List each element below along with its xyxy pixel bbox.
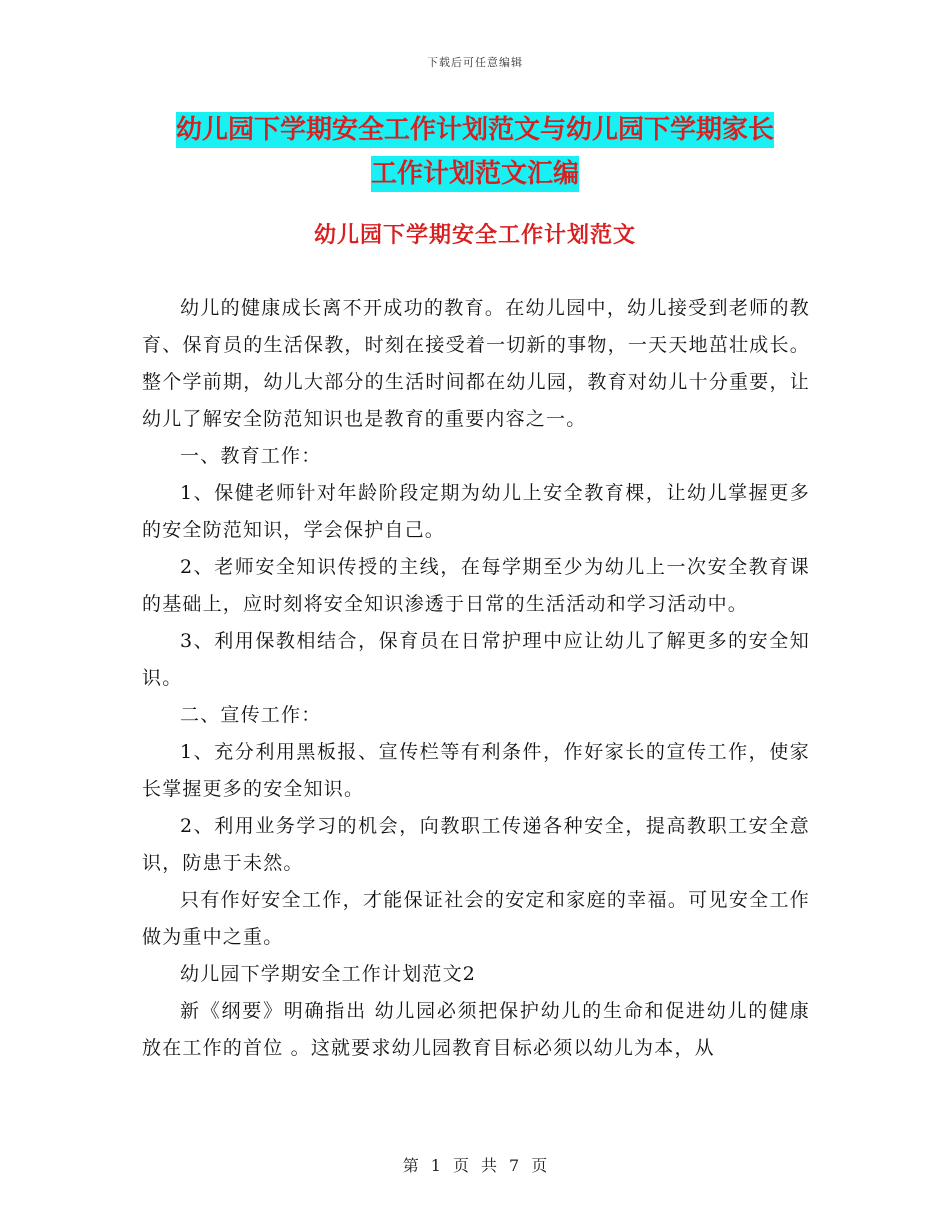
paragraph-education-3: 3、利用保教相结合，保育员在日常护理中应让幼儿了解更多的安全知识。 <box>142 630 810 689</box>
page-footer <box>0 1153 950 1176</box>
footer-total-pages: 7 <box>509 1156 520 1175</box>
document-title-line-2: 工作计划范文汇编 <box>371 156 579 192</box>
heading-education-work: 一、教育工作： <box>180 445 322 467</box>
footer-suffix: 页 <box>531 1156 548 1175</box>
footer-page-number: 1 <box>430 1156 441 1175</box>
heading-publicity-work: 二、宣传工作： <box>180 704 322 726</box>
paragraph-publicity-1: 1、充分利用黑板报、宣传栏等有利条件，作好家长的宣传工作，使家长掌握更多的安全知识。 <box>142 741 810 800</box>
paragraph-plan-2-intro: 新《纲要》明确指出 幼儿园必须把保护幼儿的生命和促进幼儿的健康放在工作的首位 。这就要求幼儿园教育目标必须以幼儿为本，从 <box>142 1000 810 1059</box>
document-body <box>142 290 810 1067</box>
paragraph-education-1: 1、保健老师针对年龄阶段定期为幼儿上安全教育棵，让幼儿掌握更多的安全防范知识，学会保护自己。 <box>142 482 810 541</box>
document-title-line-1: 幼儿园下学期安全工作计划范文与幼儿园下学期家长 <box>176 112 774 148</box>
section-title: 幼儿园下学期安全工作计划范文 <box>313 223 636 248</box>
footer-total-word: 共 <box>481 1156 498 1175</box>
footer-page-word: 页 <box>452 1156 469 1175</box>
paragraph-intro: 幼儿的健康成长离不开成功的教育。在幼儿园中，幼儿接受到老师的教育、保育员的生活保教，时刻在接受着一切新的事物，一天天地茁壮成长。整个学前期，幼儿大部分的生活时间都在幼儿园，教育对幼儿十分重要，让幼儿了解安全防范知识也是教育的重要内容之一。 <box>142 297 810 430</box>
paragraph-education-2: 2、老师安全知识传授的主线，在每学期至少为幼儿上一次安全教育课的基础上，应时刻将安全知识渗透于日常的生活活动和学习活动中。 <box>142 556 810 615</box>
document-title <box>140 108 810 196</box>
header-note: 下载后可任意编辑 <box>427 56 523 69</box>
footer-prefix: 第 <box>402 1156 419 1175</box>
paragraph-publicity-2: 2、利用业务学习的机会，向教职工传递各种安全，提高教职工安全意识，防患于未然。 <box>142 815 810 874</box>
subheading-plan-2: 幼儿园下学期安全工作计划范文2 <box>180 963 477 985</box>
paragraph-conclusion: 只有作好安全工作，才能保证社会的安定和家庭的幸福。可见安全工作做为重中之重。 <box>142 889 810 948</box>
